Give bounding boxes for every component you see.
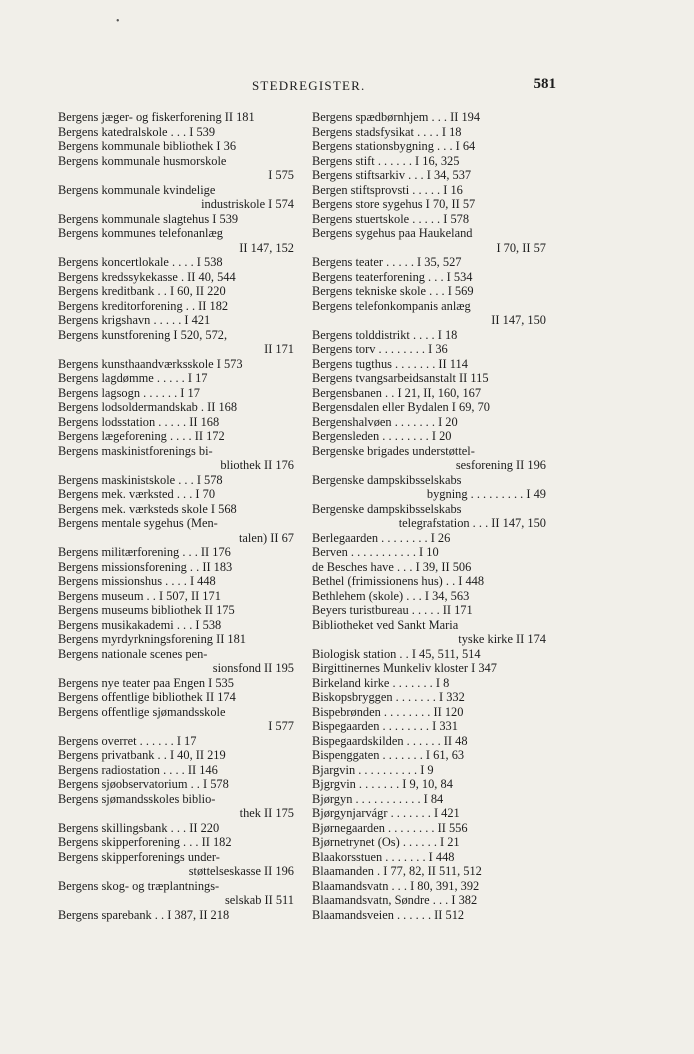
index-entry xyxy=(58,386,294,401)
index-entry-line: Bergens lagsogn . . . . . . I 17 xyxy=(58,385,200,400)
index-entry-line: Blaamandsvatn, Søndre . . . I 382 xyxy=(312,893,478,907)
index-entry xyxy=(58,429,294,444)
index-entry xyxy=(58,676,294,691)
index-entry xyxy=(312,879,546,894)
index-entry-line: Bjørnetrynet (Os) . . . . . . I 21 xyxy=(312,835,460,849)
index-entry-line: Blaakorsstuen . . . . . . . I 448 xyxy=(312,849,455,864)
index-entry xyxy=(58,284,294,299)
index-entry xyxy=(58,299,294,314)
index-entry xyxy=(58,545,294,560)
index-entry-line: Bergensdalen eller Bydalen I 69, 70 xyxy=(312,400,491,414)
index-entry xyxy=(58,487,294,502)
index-entry-line: Bergensbanen . . I 21, II, 160, 167 xyxy=(312,385,482,400)
ink-dot: • xyxy=(116,16,120,27)
index-entry-line: de Besches have . . . I 39, II 506 xyxy=(312,559,472,574)
index-entry xyxy=(312,690,546,705)
index-entry-line: Birgittinernes Munkeliv kloster I 347 xyxy=(312,661,497,675)
index-entry-continuation: I 70, II 57 xyxy=(496,240,546,255)
index-entry-line: Bispegaardskilden . . . . . . II 48 xyxy=(312,733,468,748)
index-entry xyxy=(58,705,294,734)
index-entry xyxy=(312,531,546,546)
index-entry-line: Bergens stift . . . . . . I 16, 325 xyxy=(312,153,460,168)
index-entry-line: Bergens missionsforening . . II 183 xyxy=(58,559,233,574)
index-entry-line: Bergenske dampskibsselskabs xyxy=(312,501,462,516)
index-entry-line: Bergens lægeforening . . . . II 172 xyxy=(58,429,225,443)
index-entry xyxy=(312,197,546,212)
index-entry-line: Bergens store sygehus I 70, II 57 xyxy=(312,197,476,211)
index-entry-line: Bergens katedralskole . . . I 539 xyxy=(58,124,216,139)
index-entry xyxy=(312,473,546,502)
index-entry xyxy=(312,734,546,749)
index-entry xyxy=(312,647,546,662)
index-entry xyxy=(58,821,294,836)
index-entry xyxy=(312,255,546,270)
index-entry-line: Bergens kommunale husmorskole xyxy=(58,153,227,168)
index-entry xyxy=(58,734,294,749)
index-entry-line: Bergen stiftsprovsti . . . . . I 16 xyxy=(312,182,463,197)
index-entry-line: Bibliotheket ved Sankt Maria xyxy=(312,617,459,632)
index-entry-line: Bergens kunstforening I 520, 572, xyxy=(58,327,228,342)
index-entry-line: Berven . . . . . . . . . . . I 10 xyxy=(312,545,439,559)
index-entry-line: Bergens kunsthaandværksskole I 573 xyxy=(58,356,243,371)
index-entry xyxy=(312,806,546,821)
index-entry xyxy=(58,618,294,633)
index-entry-line: Bethlehem (skole) . . . I 34, 563 xyxy=(312,588,470,603)
index-entry xyxy=(312,183,546,198)
index-entry xyxy=(58,212,294,227)
index-entry-line: Bergens tvangsarbeidsanstalt II 115 xyxy=(312,371,489,385)
index-entry-line: Biologisk station . . I 45, 511, 514 xyxy=(312,646,481,661)
index-entry-line: Bergens museums bibliothek II 175 xyxy=(58,603,235,617)
index-entry xyxy=(58,516,294,545)
index-entry-line: Bergens skipperforening . . . II 182 xyxy=(58,835,232,849)
index-entry-line: Bispebrønden . . . . . . . . II 120 xyxy=(312,704,464,719)
index-entry-continuation: selskab II 511 xyxy=(224,893,294,907)
index-entry xyxy=(58,763,294,778)
index-entry xyxy=(312,560,546,575)
index-entry xyxy=(312,502,546,531)
index-entry-line: Bergens offentlige bibliothek II 174 xyxy=(58,690,236,704)
index-entry-line: Bergens tekniske skole . . . I 569 xyxy=(312,284,474,298)
index-entry-line: Bergens skog- og træplantnings- xyxy=(58,878,220,893)
index-entry-line: Bergens myrdyrkningsforening II 181 xyxy=(58,632,247,646)
index-column-left xyxy=(58,110,294,922)
index-entry-line: Bergens kommunale bibliothek I 36 xyxy=(58,139,237,153)
index-entry-line: Bergens militærforening . . . II 176 xyxy=(58,545,231,559)
index-entry-continuation: bygning . . . . . . . . . I 49 xyxy=(426,487,546,501)
index-entry xyxy=(312,429,546,444)
index-entry-line: Blaamandsveien . . . . . . II 512 xyxy=(312,907,465,922)
index-entry-line: Bergens koncertlokale . . . . I 538 xyxy=(58,255,223,269)
index-entry-continuation: tyske kirke II 174 xyxy=(458,632,546,646)
index-entry xyxy=(58,270,294,285)
index-entry-line: Bergenske brigades understøttel- xyxy=(312,443,475,458)
index-entry xyxy=(312,357,546,372)
index-entry-line: Blaamandsvatn . . . I 80, 391, 392 xyxy=(312,878,480,893)
index-entry-continuation: bliothek II 176 xyxy=(220,458,294,472)
index-entry xyxy=(312,284,546,299)
index-entry xyxy=(312,415,546,430)
index-entry-line: Bergenshalvøen . . . . . . . I 20 xyxy=(312,414,458,429)
index-entry-line: Bergens telefonkompanis anlæg xyxy=(312,298,471,313)
index-entry xyxy=(312,386,546,401)
index-entry xyxy=(58,850,294,879)
index-entry-line: Bergens lagdømme . . . . . I 17 xyxy=(58,371,208,385)
index-entry-line: Bjgrgvin . . . . . . . I 9, 10, 84 xyxy=(312,777,453,791)
index-entry-line: Bergens nye teater paa Engen I 535 xyxy=(58,675,234,690)
index-entry-line: Biskopsbryggen . . . . . . . I 332 xyxy=(312,690,465,704)
index-entry xyxy=(312,444,546,473)
index-entry-line: Bergens jæger- og fiskerforening II 181 xyxy=(58,110,255,124)
index-entry xyxy=(312,212,546,227)
index-entry-line: Bergens missionshus . . . . I 448 xyxy=(58,574,216,588)
index-entry-line: Bergens overret . . . . . . I 17 xyxy=(58,733,197,748)
index-entry-line: Beyers turistbureau . . . . . II 171 xyxy=(312,603,473,617)
index-entry xyxy=(312,400,546,415)
index-entry xyxy=(58,647,294,676)
index-entry xyxy=(58,589,294,604)
index-entry-line: Bergens mek. værksteds skole I 568 xyxy=(58,501,237,516)
index-entry-line: Bjargvin . . . . . . . . . . I 9 xyxy=(312,762,434,777)
index-entry-line: Bergens skillingsbank . . . II 220 xyxy=(58,820,220,835)
index-entry-line: Bergens kredssykekasse . II 40, 544 xyxy=(58,269,236,284)
index-entry xyxy=(312,154,546,169)
index-entry xyxy=(312,110,546,125)
index-entry xyxy=(312,777,546,792)
index-entry-continuation: II 147, 152 xyxy=(239,240,294,255)
index-entry xyxy=(58,400,294,415)
index-entry-line: Bergens maskinistforenings bi- xyxy=(58,443,213,458)
index-entry-line: Bergens tugthus . . . . . . . II 114 xyxy=(312,356,468,371)
index-entry-line: Bergens privatbank . . I 40, II 219 xyxy=(58,748,226,762)
page-number: 581 xyxy=(533,76,556,92)
index-entry-line: Bergens torv . . . . . . . . I 36 xyxy=(312,342,448,356)
index-entry-line: Bergens kommunes telefonanlæg xyxy=(58,226,223,240)
index-entry-line: Bergens stadsfysikat . . . . I 18 xyxy=(312,124,462,139)
index-entry xyxy=(312,835,546,850)
index-entry-line: Bergens krigshavn . . . . . I 421 xyxy=(58,313,211,327)
index-entry-line: Bergens stationsbygning . . . I 64 xyxy=(312,139,476,153)
index-entry-continuation: I 577 xyxy=(268,719,294,733)
index-entry xyxy=(312,125,546,140)
index-entry xyxy=(58,444,294,473)
index-entry xyxy=(58,110,294,125)
index-entry-line: Bergens musikakademi . . . I 538 xyxy=(58,617,222,632)
index-entry-continuation: talen) II 67 xyxy=(238,530,294,545)
index-entry-line: Bergens museum . . I 507, II 171 xyxy=(58,588,221,603)
index-entry xyxy=(312,893,546,908)
index-entry-continuation: industriskole I 574 xyxy=(201,197,294,211)
index-entry-line: Bergens spædbørnhjem . . . II 194 xyxy=(312,110,481,124)
index-entry xyxy=(58,574,294,589)
index-entry-line: Bergensleden . . . . . . . . I 20 xyxy=(312,429,452,443)
index-entry-line: Bergens sparebank . . I 387, II 218 xyxy=(58,907,230,922)
index-entry-line: Bergens mentale sygehus (Men- xyxy=(58,516,218,530)
index-entry-line: Bergens kreditorforening . . II 182 xyxy=(58,298,229,313)
index-entry xyxy=(312,226,546,255)
index-entry-line: Blaamanden . I 77, 82, II 511, 512 xyxy=(312,864,482,878)
index-entry xyxy=(312,328,546,343)
index-entry xyxy=(312,603,546,618)
index-column-right xyxy=(312,110,546,922)
index-entry-line: Bergens radiostation . . . . II 146 xyxy=(58,762,218,777)
index-entry-line: Bergens kommunale kvindelige xyxy=(58,182,216,197)
index-entry-continuation: støttelseskasse II 196 xyxy=(188,864,294,878)
index-entry xyxy=(58,371,294,386)
index-entry-line: Bergens teater . . . . . I 35, 527 xyxy=(312,255,462,269)
page-header xyxy=(0,78,694,98)
index-entry xyxy=(312,705,546,720)
index-entry-line: Bergens sjøobservatorium . . I 578 xyxy=(58,777,229,791)
index-entry-line: Bispegaarden . . . . . . . . I 331 xyxy=(312,719,458,733)
index-entry-line: Bergens lodsoldermandskab . II 168 xyxy=(58,400,238,414)
index-entry-line: Bjørgyn . . . . . . . . . . . I 84 xyxy=(312,791,444,806)
index-entry xyxy=(312,270,546,285)
index-entry xyxy=(58,183,294,212)
index-entry xyxy=(312,342,546,357)
index-entry xyxy=(312,618,546,647)
index-entry xyxy=(312,676,546,691)
index-entry-line: Bergens kreditbank . . I 60, II 220 xyxy=(58,284,226,298)
index-entry xyxy=(58,835,294,850)
index-entry-continuation: telegrafstation . . . II 147, 150 xyxy=(398,516,546,530)
index-entry-line: Bergens sjømandsskoles biblio- xyxy=(58,791,216,806)
index-entry-line: Bergens offentlige sjømandsskole xyxy=(58,704,226,719)
index-entry-line: Bispenggaten . . . . . . . I 61, 63 xyxy=(312,748,465,762)
index-entry xyxy=(58,473,294,488)
index-entry-line: Birkeland kirke . . . . . . . I 8 xyxy=(312,675,450,690)
index-entry xyxy=(312,792,546,807)
index-entry-continuation: sesforening II 196 xyxy=(455,458,546,472)
index-entry xyxy=(58,632,294,647)
index-entry xyxy=(312,574,546,589)
index-entry xyxy=(58,154,294,183)
index-entry-line: Bergens skipperforenings under- xyxy=(58,849,220,864)
index-entry xyxy=(312,864,546,879)
index-entry xyxy=(312,763,546,778)
index-entry xyxy=(58,357,294,372)
index-entry xyxy=(58,139,294,154)
index-entry xyxy=(312,908,546,923)
index-entry-line: Berlegaarden . . . . . . . . I 26 xyxy=(312,530,451,545)
index-entry xyxy=(312,719,546,734)
index-entry xyxy=(312,850,546,865)
page-title: STEDREGISTER. xyxy=(252,78,366,93)
index-entry-line: Bergens maskinistskole . . . I 578 xyxy=(58,472,223,487)
index-entry xyxy=(312,299,546,328)
index-entry-continuation: thek II 175 xyxy=(239,806,294,820)
index-entry xyxy=(58,125,294,140)
index-entry-line: Bergens mek. værksted . . . I 70 xyxy=(58,487,216,501)
index-entry-line: Bergens tolddistrikt . . . . I 18 xyxy=(312,327,458,342)
index-entry xyxy=(312,748,546,763)
index-entry-continuation: II 147, 150 xyxy=(491,313,546,327)
index-entry xyxy=(58,560,294,575)
index-entry-continuation: sionsfond II 195 xyxy=(212,661,294,675)
index-entry-line: Bergens teaterforening . . . I 534 xyxy=(312,269,473,284)
index-entry xyxy=(312,661,546,676)
index-entry-continuation: II 171 xyxy=(264,342,294,356)
index-entry xyxy=(58,908,294,923)
index-entry xyxy=(58,415,294,430)
index-entry xyxy=(312,545,546,560)
index-entry-continuation: I 575 xyxy=(268,168,294,182)
index-entry xyxy=(58,690,294,705)
index-entry-line: Bergens lodsstation . . . . . II 168 xyxy=(58,414,220,429)
index-entry xyxy=(312,371,546,386)
index-entry xyxy=(58,879,294,908)
index-entry xyxy=(312,821,546,836)
index-entry xyxy=(58,313,294,328)
index-entry xyxy=(58,792,294,821)
index-entry-line: Bjørgynjarvágr . . . . . . . I 421 xyxy=(312,806,460,820)
index-entry xyxy=(58,328,294,357)
index-entry xyxy=(58,603,294,618)
index-entry-line: Bergens sygehus paa Haukeland xyxy=(312,226,473,240)
index-entry-line: Bergens stuertskole . . . . . I 578 xyxy=(312,211,470,226)
index-entry-line: Bergens stiftsarkiv . . . I 34, 537 xyxy=(312,168,472,182)
index-entry xyxy=(312,139,546,154)
index-entry xyxy=(58,255,294,270)
index-entry xyxy=(58,502,294,517)
index-entry xyxy=(312,168,546,183)
index-entry-line: Bergens kommunale slagtehus I 539 xyxy=(58,211,239,226)
index-entry-line: Bergens nationale scenes pen- xyxy=(58,646,208,661)
index-entry-line: Bethel (frimissionens hus) . . I 448 xyxy=(312,574,485,588)
index-entry xyxy=(312,589,546,604)
index-entry xyxy=(58,748,294,763)
index-entry-line: Bergenske dampskibsselskabs xyxy=(312,472,462,487)
index-entry xyxy=(58,226,294,255)
index-entry-line: Bjørnegaarden . . . . . . . . II 556 xyxy=(312,820,468,835)
index-entry xyxy=(58,777,294,792)
